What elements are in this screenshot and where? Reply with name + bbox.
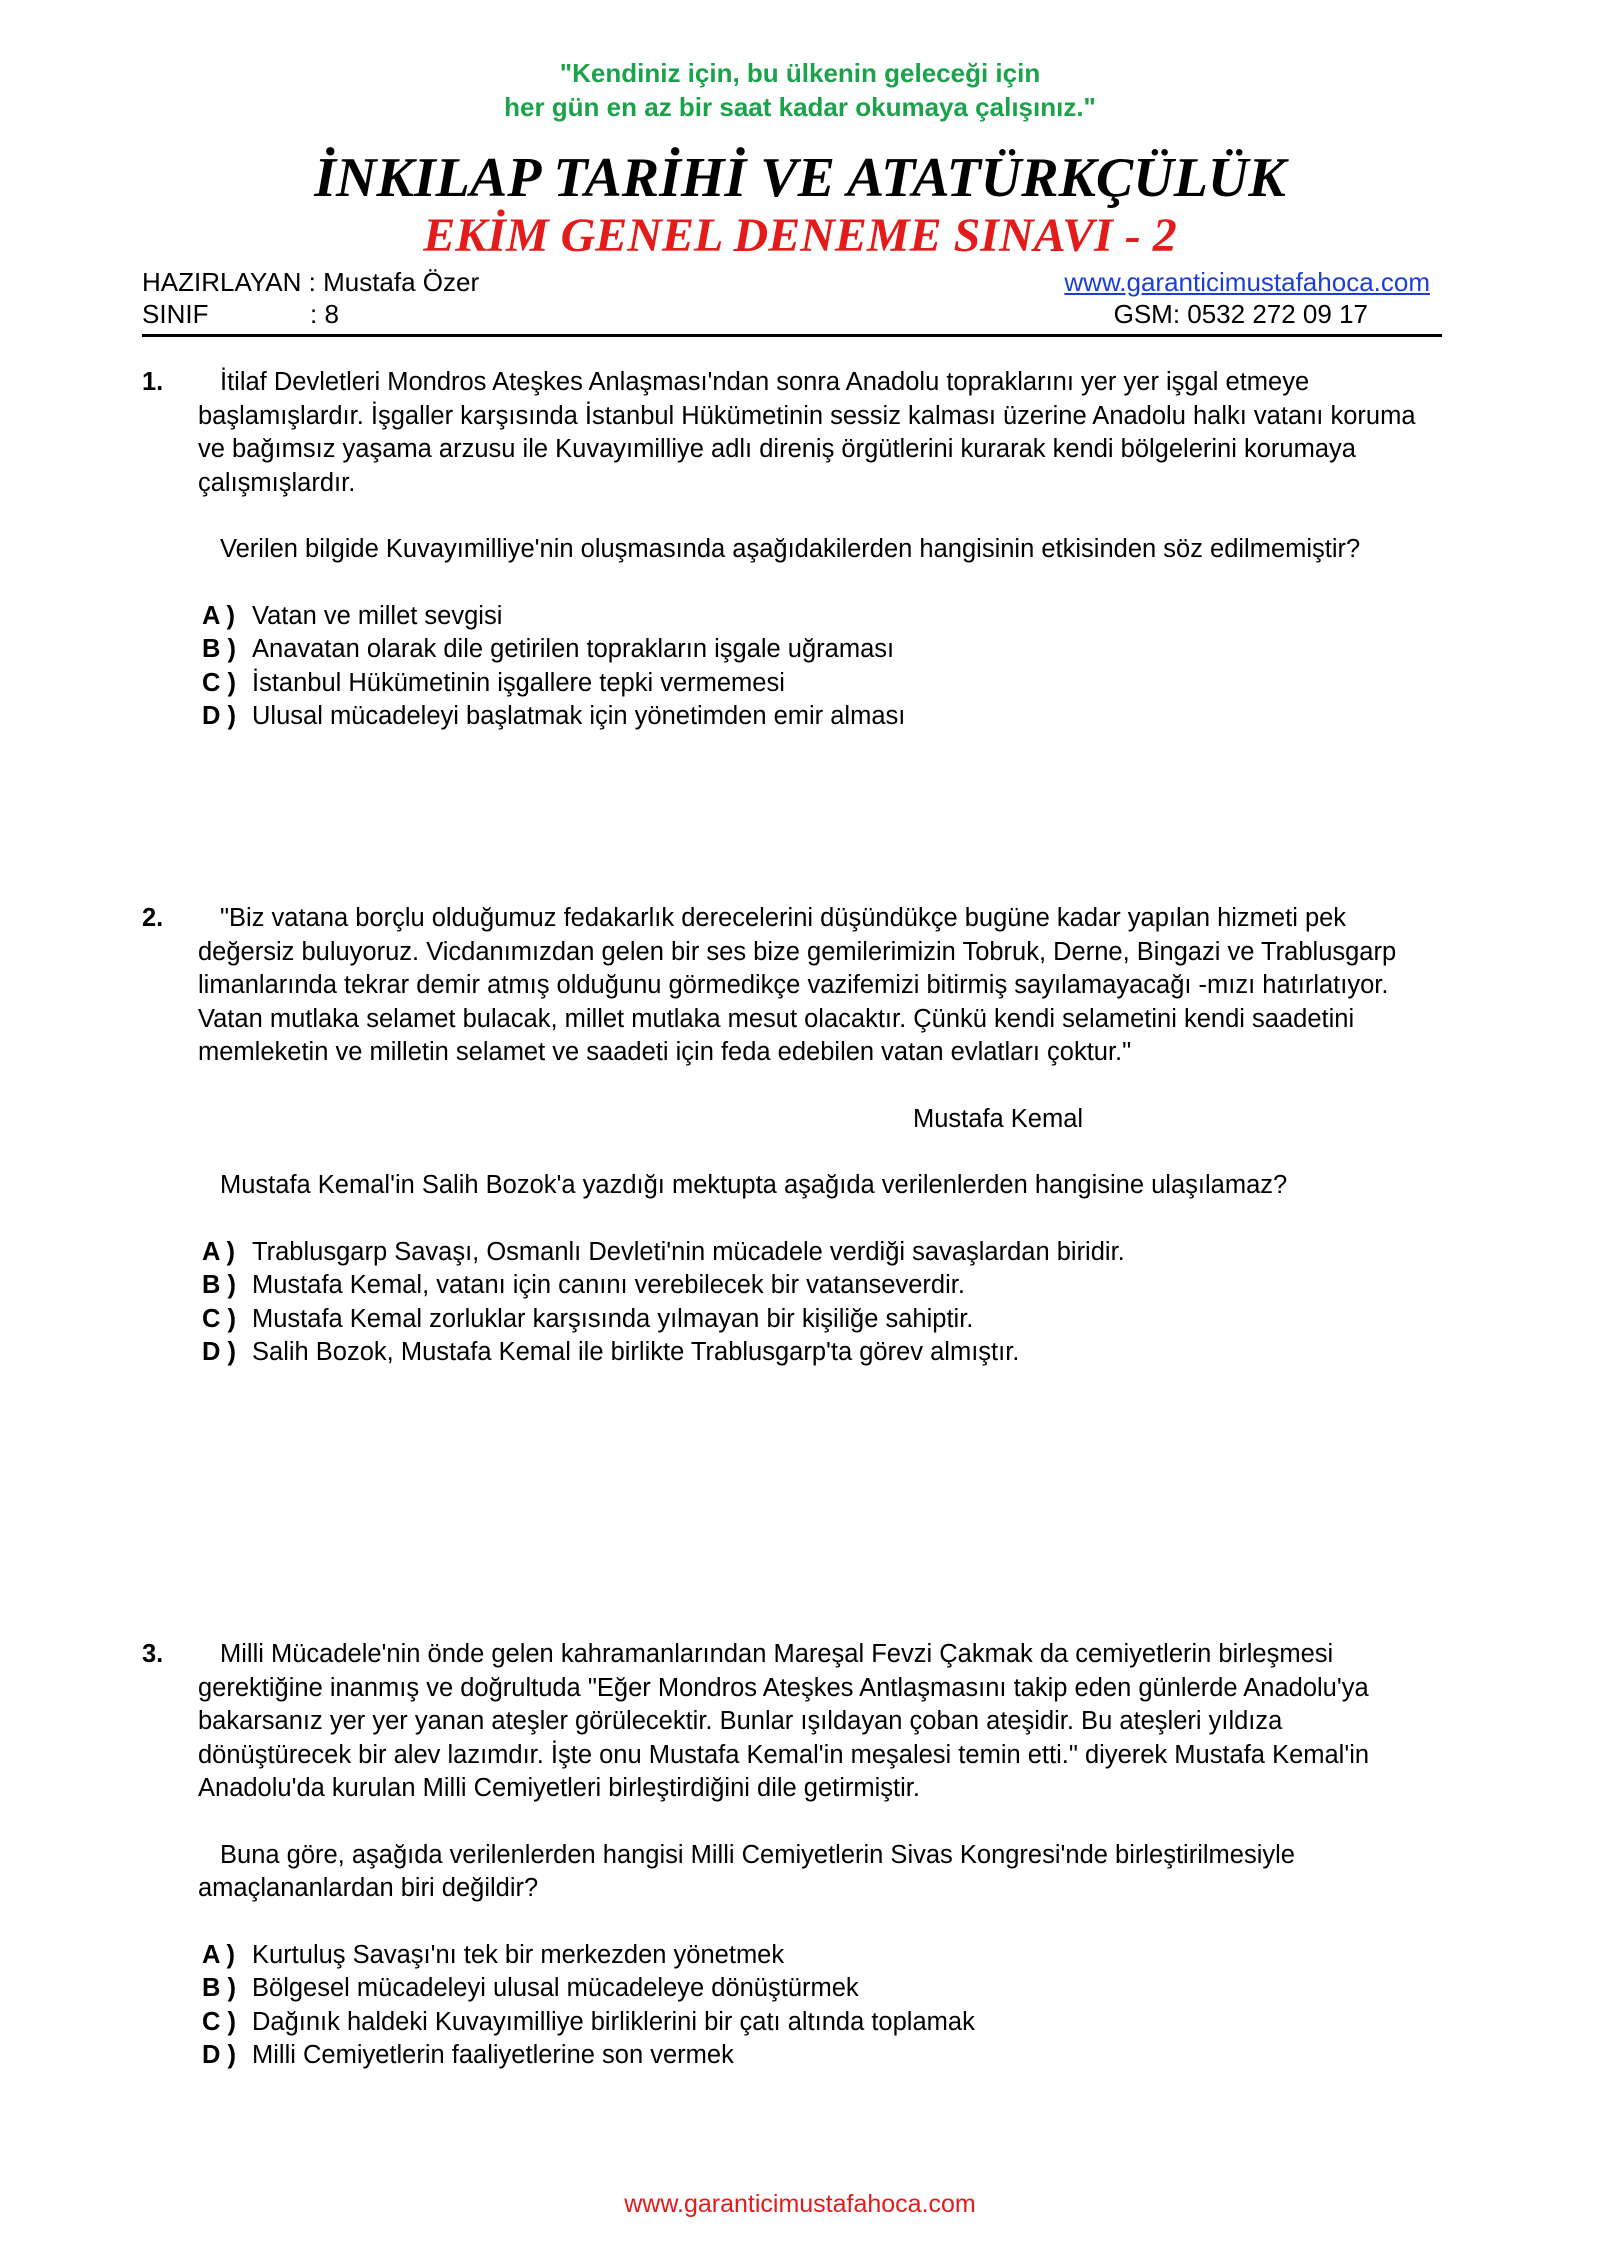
- option-c[interactable]: [202, 667, 1442, 701]
- option-text: Milli Cemiyetlerin faaliyetlerine son vermek: [252, 2041, 734, 2069]
- option-text: Trablusgarp Savaşı, Osmanlı Devleti'nin mücadele verdiği savaşlardan biridir.: [252, 1237, 1125, 1266]
- option-label: D ): [202, 2041, 236, 2069]
- option-c[interactable]: [202, 1303, 1442, 1337]
- question-number: 3.: [142, 1640, 164, 1668]
- option-text: Salih Bozok, Mustafa Kemal ile birlikte Trablusgarp'ta görev almıştır.: [252, 1338, 1020, 1366]
- option-b[interactable]: [202, 1269, 1442, 1303]
- option-text: Mustafa Kemal, vatanı için canını verebilecek bir vatanseverdir.: [252, 1271, 965, 1299]
- option-d[interactable]: [202, 1336, 1442, 1370]
- option-text: Bölgesel mücadeleyi ulusal mücadeleye dönüştürmek: [252, 1974, 859, 2002]
- option-list: [202, 600, 1442, 734]
- option-label: B ): [202, 635, 236, 663]
- question-number: 1.: [142, 368, 164, 396]
- option-list: [202, 1939, 1442, 2073]
- question-prompt: Buna göre, aşağıda verilenlerden hangisi Milli Cemiyetlerin Sivas Kongresi'nde birleştirilmesiyle amaçlananlardan biri değildir?: [198, 1840, 1295, 1902]
- motto-line-1: "Kendiniz için, bu ülkenin geleceği için: [559, 58, 1041, 88]
- option-d[interactable]: [202, 2039, 1442, 2073]
- option-a[interactable]: [202, 1939, 1442, 1973]
- option-text: İstanbul Hükümetinin işgallere tepki vermemesi: [252, 668, 785, 697]
- option-label: D ): [202, 1338, 236, 1366]
- option-label: B ): [202, 1271, 236, 1299]
- exam-subtitle: EKİM GENEL DENEME SINAVI - 2: [423, 209, 1177, 262]
- option-label: A ): [202, 601, 236, 630]
- option-text: Dağınık haldeki Kuvayımilliye birliklerini bir çatı altında toplamak: [252, 2007, 975, 2036]
- class-value: : 8: [310, 299, 339, 329]
- author-label: HAZIRLAYAN : Mustafa Özer: [142, 267, 480, 297]
- option-d[interactable]: [202, 700, 1442, 734]
- question-stem: [198, 1638, 1442, 1806]
- question-prompt: Mustafa Kemal'in Salih Bozok'a yazdığı mektupta aşağıda verilenlerden hangisine ulaşılamaz?: [220, 1171, 1288, 1199]
- option-label: A ): [202, 1940, 236, 1969]
- option-a[interactable]: [202, 1236, 1442, 1270]
- gsm-number: GSM: 0532 272 09 17: [1113, 299, 1368, 329]
- question-1: [142, 366, 1442, 734]
- option-a[interactable]: [202, 600, 1442, 634]
- option-label: D ): [202, 702, 236, 730]
- question-prompt: Verilen bilgide Kuvayımilliye'nin oluşmasında aşağıdakilerden hangisinin etkisinden söz edilmemiştir?: [220, 535, 1361, 563]
- option-list: [202, 1236, 1442, 1370]
- footer-website-link[interactable]: www.garanticimustafahoca.com: [624, 2190, 976, 2218]
- question-stem: [198, 366, 1442, 500]
- option-label: C ): [202, 1304, 236, 1333]
- question-stem: [198, 902, 1442, 1070]
- option-label: C ): [202, 668, 236, 697]
- class-info: [142, 299, 339, 330]
- header-divider: [142, 334, 1442, 337]
- option-b[interactable]: [202, 1972, 1442, 2006]
- option-text: Anavatan olarak dile getirilen toprakların işgale uğraması: [252, 635, 895, 663]
- option-text: Kurtuluş Savaşı'nı tek bir merkezden yönetmek: [252, 1940, 785, 1969]
- header-website-link[interactable]: www.garanticimustafahoca.com: [1064, 267, 1430, 297]
- option-c[interactable]: [202, 2006, 1442, 2040]
- option-b[interactable]: [202, 633, 1442, 667]
- question-2: [142, 902, 1442, 1370]
- option-text: Mustafa Kemal zorluklar karşısında yılmayan bir kişiliğe sahiptir.: [252, 1304, 974, 1333]
- question-stem-text: "Biz vatana borçlu olduğumuz fedakarlık derecelerini düşündükçe bugüne kadar yapılan hizmeti pek değersiz buluyoruz. Vicdanımızdan gelen bir ses bize gemilerimizin Tobruk, Derne, Bingazi ve Trablusgarp limanlarında tekrar demir atmış olduğunu görmedikçe vazifemizi bitirmiş sayılamayacağı -mızı hatırlatıyor. Vatan mutlaka selamet bulacak, millet mutlaka mesut olacaktır. Çünkü kendi selametini kendi saadetini memleketin ve milletin selamet ve saadeti için feda edebilen vatan evlatları çoktur.": [198, 904, 1397, 1066]
- option-label: B ): [202, 1974, 236, 2002]
- option-text: Ulusal mücadeleyi başlatmak için yönetimden emir alması: [252, 702, 906, 730]
- question-number: 2.: [142, 904, 164, 932]
- question-stem-text: İtilaf Devletleri Mondros Ateşkes Anlaşması'ndan sonra Anadolu topraklarını yer yer işgal etmeye başlamışlardır. İşgaller karşısında İstanbul Hükümetinin sessiz kalması üzerine Anadolu halkı vatanı koruma ve bağımsız yaşama arzusu ile Kuvayımilliye adlı direniş örgütlerini kurarak kendi bölgelerini korumaya çalışmışlardır.: [198, 368, 1416, 497]
- question-3: [142, 1638, 1442, 2073]
- option-text: Vatan ve millet sevgisi: [252, 601, 503, 630]
- option-label: C ): [202, 2007, 236, 2036]
- page-title: İNKILAP TARİHİ VE ATATÜRKÇÜLÜK: [314, 147, 1286, 209]
- motto-line-2: her gün en az bir saat kadar okumaya çalışınız.": [504, 92, 1096, 122]
- class-label: SINIF: [142, 299, 209, 329]
- question-stem-text: Milli Mücadele'nin önde gelen kahramanlarından Mareşal Fevzi Çakmak da cemiyetlerin birleşmesi gerektiğine inanmış ve doğrultuda "Eğer Mondros Ateşkes Antlaşmasını takip eden günlerde Anadolu'ya bakarsanız yer yer yanan ateşler görülecektir. Bunlar ışıldayan çoban ateşidir. Bu ateşleri yıldıza dönüştürecek bir alev lazımdır. İşte onu Mustafa Kemal'in meşalesi temin etti." diyerek Mustafa Kemal'in Anadolu'da kurulan Milli Cemiyetleri birleştirdiğini dile getirmiştir.: [198, 1640, 1370, 1802]
- option-label: A ): [202, 1237, 236, 1266]
- quote-signature: Mustafa Kemal: [913, 1104, 1084, 1133]
